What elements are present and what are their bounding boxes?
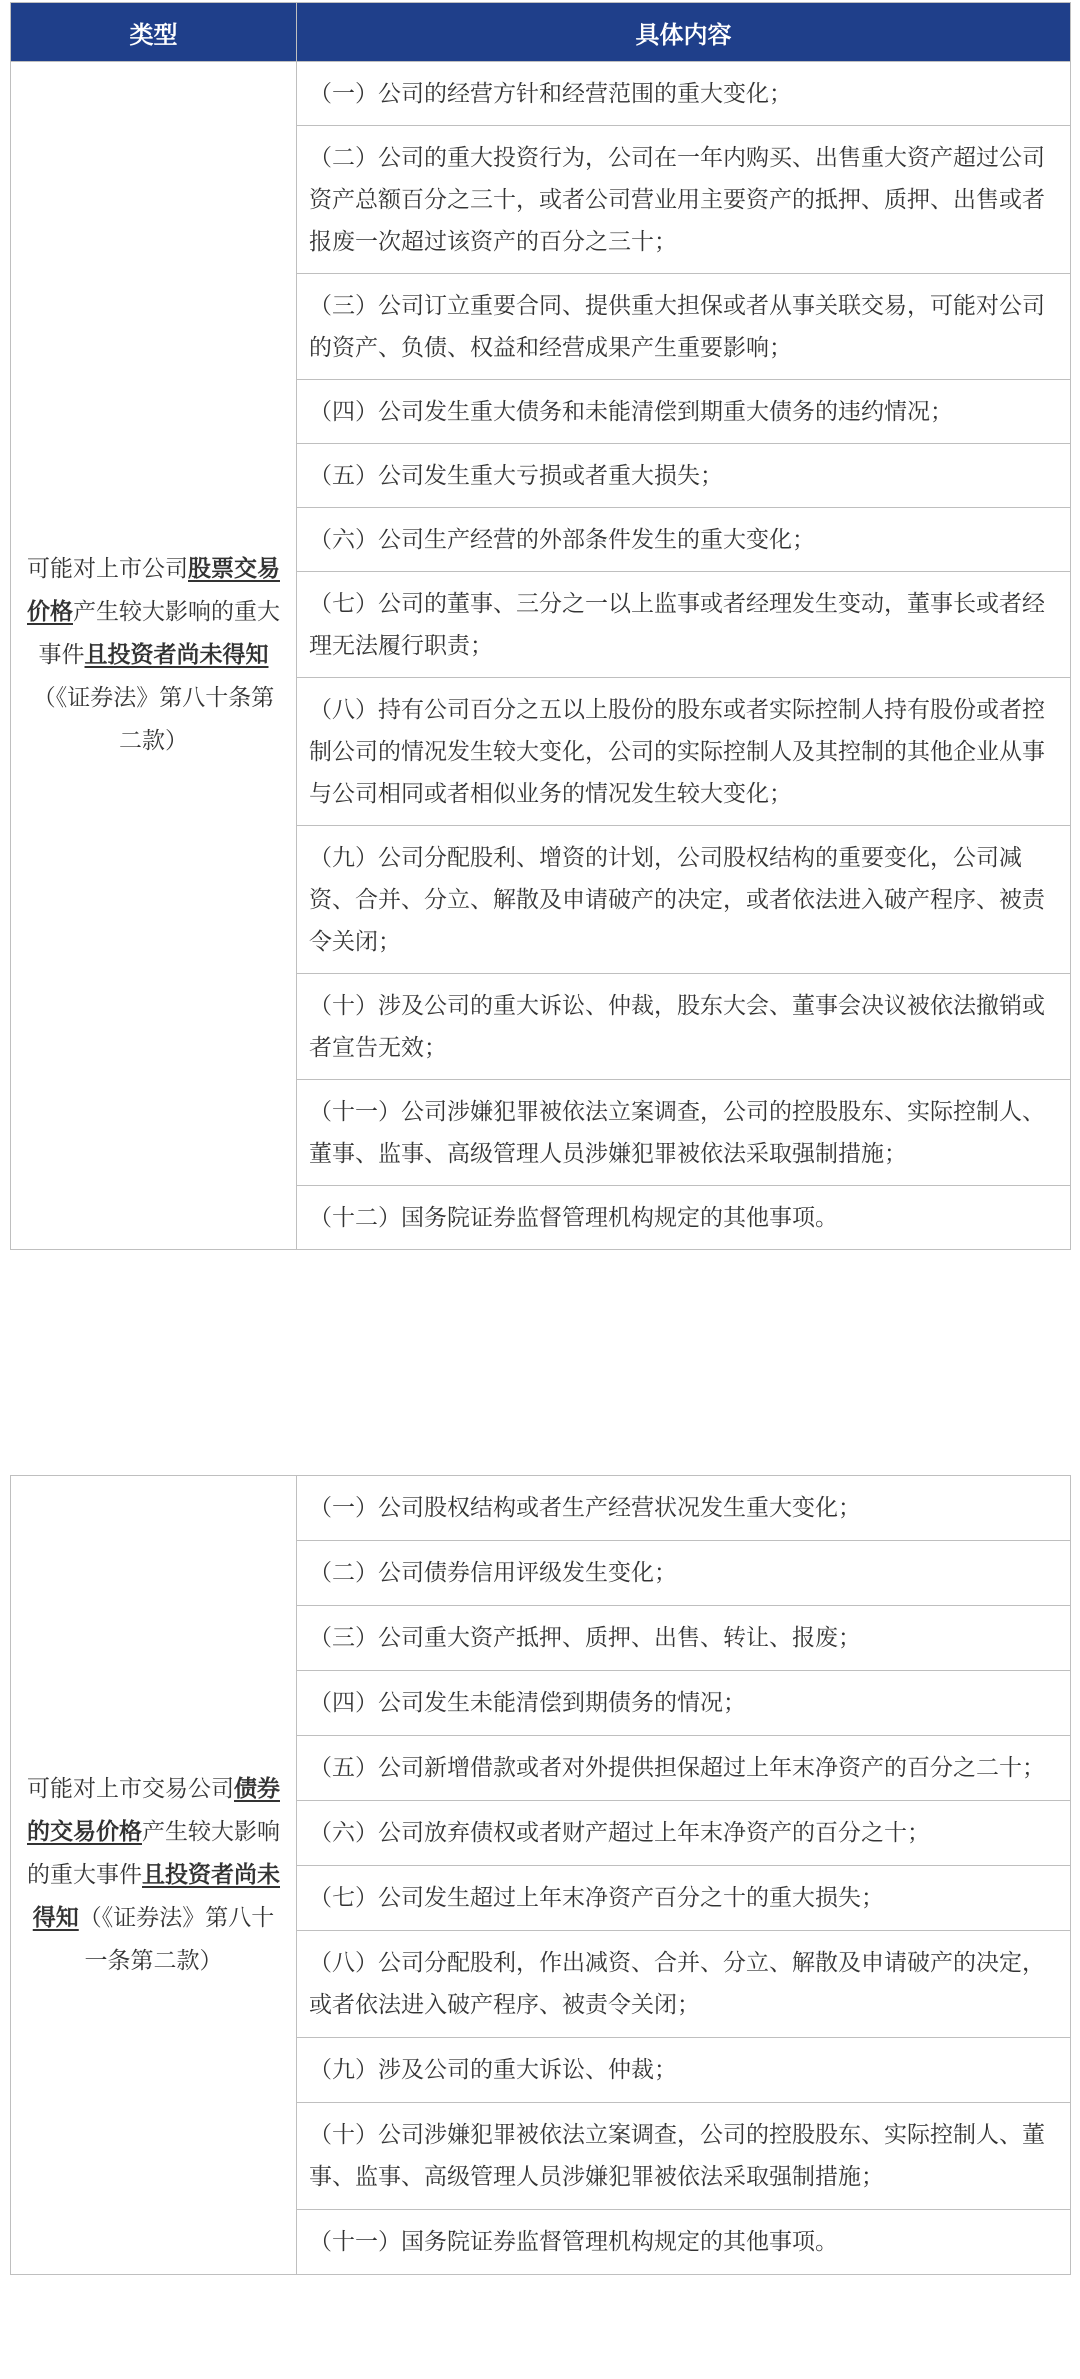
item-cell: （三）公司重大资产抵押、质押、出售、转让、报废； — [297, 1606, 1071, 1671]
item-cell: （九）涉及公司的重大诉讼、仲裁； — [297, 2038, 1071, 2103]
item-cell: （十）公司涉嫌犯罪被依法立案调查，公司的控股股东、实际控制人、董事、监事、高级管理人员涉嫌犯罪被依法采取强制措施； — [297, 2103, 1071, 2210]
item-cell: （五）公司发生重大亏损或者重大损失； — [297, 444, 1071, 508]
item-cell: （三）公司订立重要合同、提供重大担保或者从事关联交易，可能对公司的资产、负债、权益和经营成果产生重要影响； — [297, 274, 1071, 380]
category-text: 产生较大影响的重大事件 — [27, 1818, 280, 1888]
category-citation: （《证券法》第八十一条第二款） — [78, 1904, 275, 1974]
category-text: 可能对上市交易公司 — [27, 1775, 234, 1802]
item-cell: （九）公司分配股利、增资的计划，公司股权结构的重要变化，公司减资、合并、分立、解散及申请破产的决定，或者依法进入破产程序、被责令关闭； — [297, 826, 1071, 974]
category-cell-bond — [11, 1476, 297, 2275]
item-cell: （四）公司发生未能清偿到期债务的情况； — [297, 1671, 1071, 1736]
header-content: 具体内容 — [297, 3, 1071, 62]
item-cell: （一）公司股权结构或者生产经营状况发生重大变化； — [297, 1476, 1071, 1541]
category-text: 产生较大影响的重大事件 — [38, 599, 280, 668]
item-cell: （十）涉及公司的重大诉讼、仲裁，股东大会、董事会决议被依法撤销或者宣告无效； — [297, 974, 1071, 1080]
item-cell: （四）公司发生重大债务和未能清偿到期重大债务的违约情况； — [297, 380, 1071, 444]
item-cell: （八）公司分配股利，作出减资、合并、分立、解散及申请破产的决定，或者依法进入破产程序、被责令关闭； — [297, 1931, 1071, 2038]
item-cell: （二）公司债券信用评级发生变化； — [297, 1541, 1071, 1606]
table-header-row — [11, 3, 1071, 62]
item-cell: （二）公司的重大投资行为，公司在一年内购买、出售重大资产超过公司资产总额百分之三十，或者公司营业用主要资产的抵押、质押、出售或者报废一次超过该资产的百分之三十； — [297, 126, 1071, 274]
events-table-stock — [10, 2, 1071, 1250]
category-highlight: 且投资者尚未得知 — [84, 642, 269, 668]
category-highlight: 且投资者尚未得知 — [32, 1861, 280, 1931]
table-row — [11, 62, 1071, 126]
category-cell-stock — [11, 62, 297, 1250]
item-cell: （七）公司的董事、三分之一以上监事或者经理发生变动，董事长或者经理无法履行职责； — [297, 572, 1071, 678]
category-highlight: 债券的交易价格 — [27, 1775, 280, 1845]
item-cell: （十一）国务院证券监督管理机构规定的其他事项。 — [297, 2210, 1071, 2275]
category-citation: （《证券法》第八十条第二款） — [32, 685, 275, 754]
item-cell: （十二）国务院证券监督管理机构规定的其他事项。 — [297, 1186, 1071, 1250]
item-cell: （七）公司发生超过上年末净资产百分之十的重大损失； — [297, 1866, 1071, 1931]
item-cell: （六）公司生产经营的外部条件发生的重大变化； — [297, 508, 1071, 572]
category-highlight: 股票交易价格 — [27, 556, 280, 625]
header-type: 类型 — [11, 3, 297, 62]
item-cell: （六）公司放弃债权或者财产超过上年末净资产的百分之十； — [297, 1801, 1071, 1866]
item-cell: （一）公司的经营方针和经营范围的重大变化； — [297, 62, 1071, 126]
item-cell: （五）公司新增借款或者对外提供担保超过上年末净资产的百分之二十； — [297, 1736, 1071, 1801]
item-cell: （十一）公司涉嫌犯罪被依法立案调查，公司的控股股东、实际控制人、董事、监事、高级管理人员涉嫌犯罪被依法采取强制措施； — [297, 1080, 1071, 1186]
item-cell: （八）持有公司百分之五以上股份的股东或者实际控制人持有股份或者控制公司的情况发生较大变化，公司的实际控制人及其控制的其他企业从事与公司相同或者相似业务的情况发生较大变化； — [297, 678, 1071, 826]
table-row — [11, 1476, 1071, 1541]
events-table-bond — [10, 1475, 1071, 2275]
category-text: 可能对上市公司 — [27, 556, 188, 582]
